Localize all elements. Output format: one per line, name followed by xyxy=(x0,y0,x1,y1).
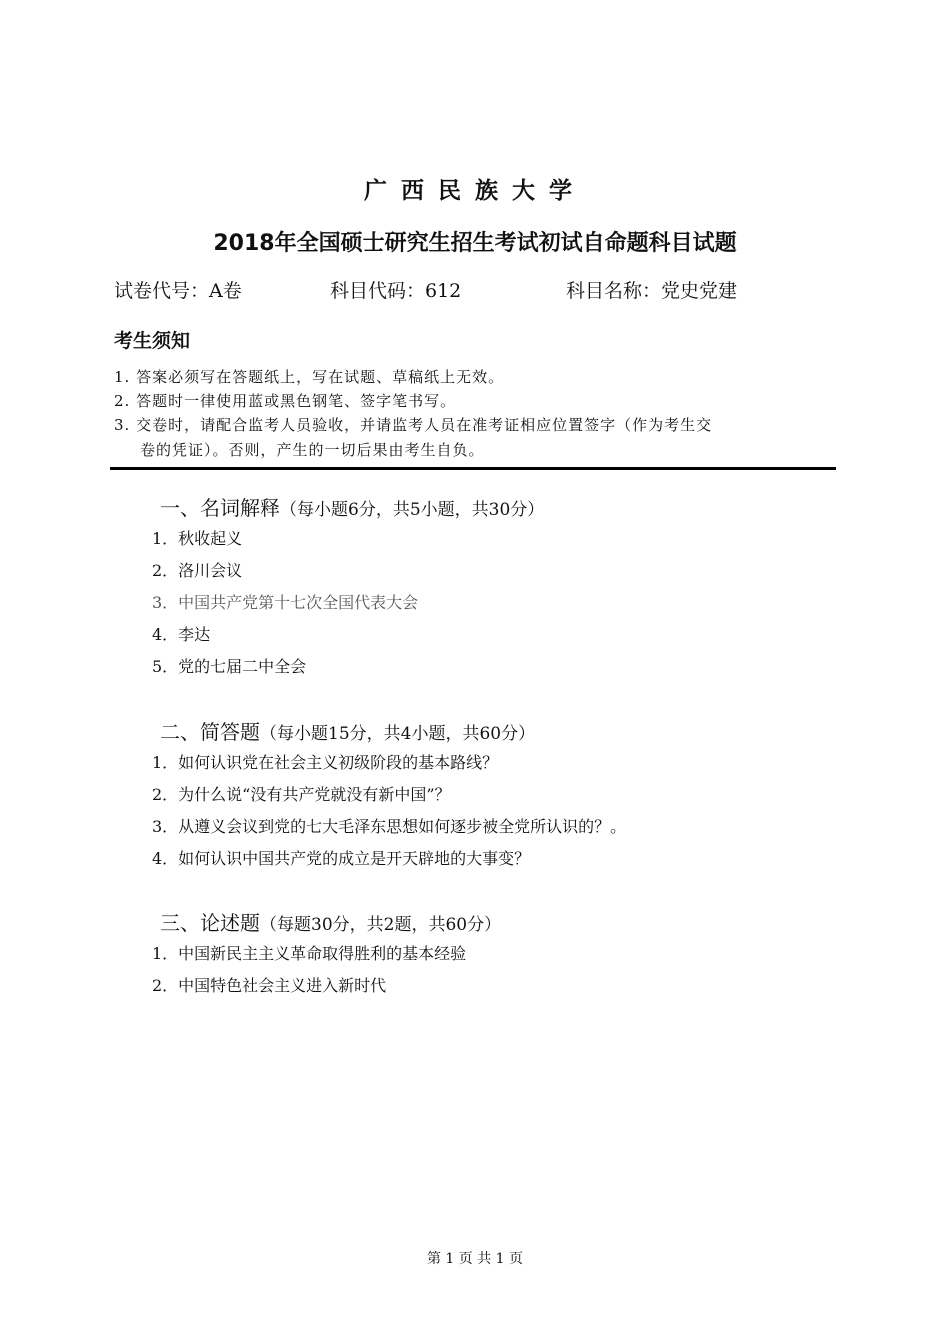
question-item: 2．洛川会议 xyxy=(152,561,243,580)
subject-name: 科目名称：党史党建 xyxy=(566,280,738,302)
question-item: 3．从遵义会议到党的七大毛泽东思想如何逐步被全党所认识的？。 xyxy=(152,817,627,836)
section-heading xyxy=(160,716,535,745)
notice-item: 卷的凭证）。否则，产生的一切后果由考生自负。 xyxy=(140,441,485,459)
section-title: 三、论述题 xyxy=(160,911,260,935)
notice-heading: 考生须知 xyxy=(114,330,191,352)
question-item: 2．为什么说“没有共产党就没有新中国”？ xyxy=(152,785,451,804)
notice-item: 1. 答案必须写在答题纸上，写在试题、草稿纸上无效。 xyxy=(114,368,505,386)
question-item: 1．秋收起义 xyxy=(152,529,243,548)
section-title: 一、名词解释 xyxy=(160,496,280,520)
question-item: 2．中国特色社会主义进入新时代 xyxy=(152,976,387,995)
section-heading xyxy=(160,492,544,521)
section-note: （每题30分，共2题，共60分） xyxy=(260,915,502,935)
section-heading xyxy=(160,907,501,936)
question-item: 4．李达 xyxy=(152,625,211,644)
exam-title: 2018年全国硕士研究生招生考试初试自命题科目试题 xyxy=(213,231,737,256)
subject-code: 科目代码：612 xyxy=(330,280,462,302)
page-footer: 第 1 页 共 1 页 xyxy=(426,1251,524,1267)
notice-item: 2. 答题时一律使用蓝或黑色钢笔、签字笔书写。 xyxy=(114,392,457,410)
section-title: 二、简答题 xyxy=(160,720,260,744)
question-item: 3．中国共产党第十七次全国代表大会 xyxy=(152,593,419,612)
section-note: （每小题15分，共4小题，共60分） xyxy=(260,724,536,744)
university-name: 广西民族大学 xyxy=(364,178,586,204)
question-item: 1．如何认识党在社会主义初级阶段的基本路线？ xyxy=(152,753,499,772)
question-item: 5．党的七届二中全会 xyxy=(152,657,307,676)
question-item: 1．中国新民主主义革命取得胜利的基本经验 xyxy=(152,944,467,963)
section-note: （每小题6分，共5小题，共30分） xyxy=(280,500,545,520)
divider xyxy=(110,467,836,470)
question-item: 4．如何认识中国共产党的成立是开天辟地的大事变？ xyxy=(152,849,531,868)
notice-item: 3. 交卷时，请配合监考人员验收，并请监考人员在准考证相应位置签字（作为考生交 xyxy=(114,416,713,434)
paper-code: 试卷代号：A卷 xyxy=(114,280,242,302)
